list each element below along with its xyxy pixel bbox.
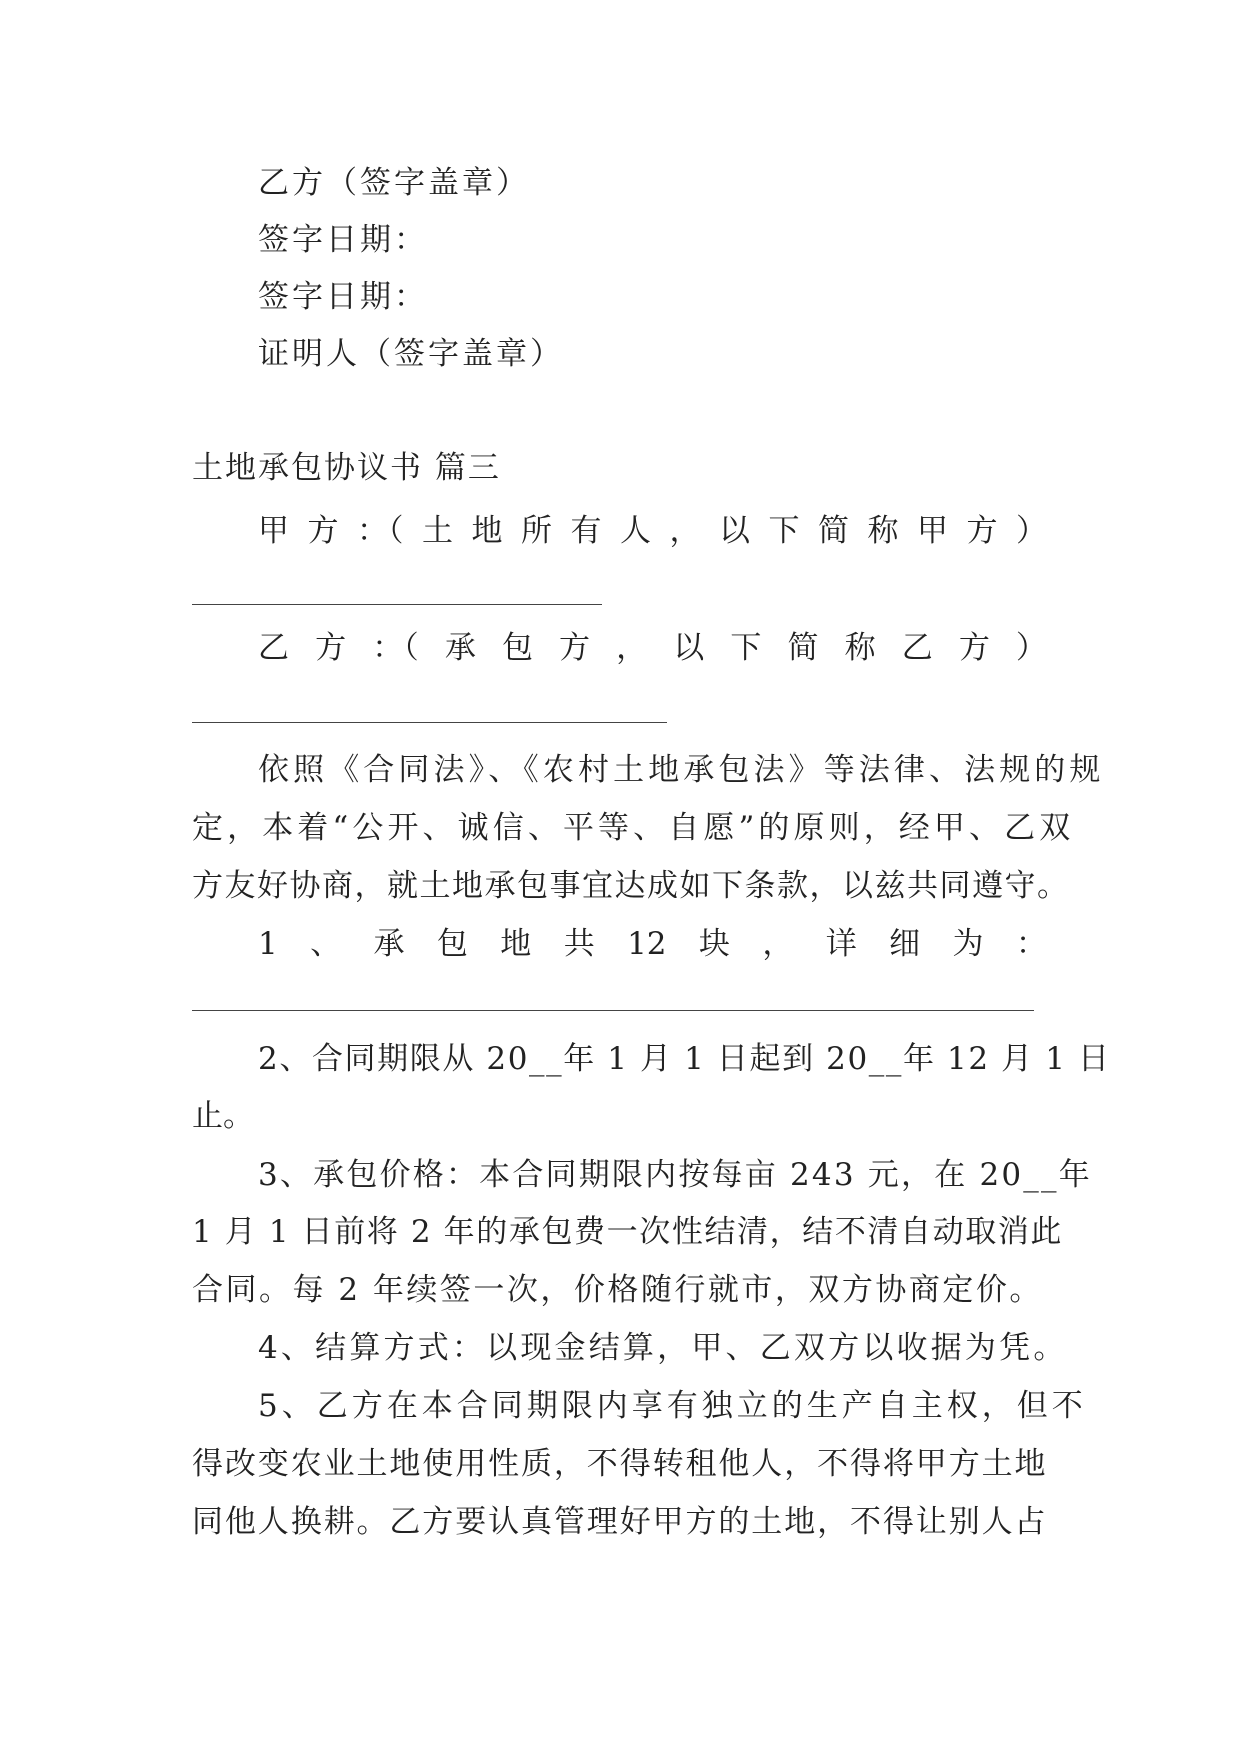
party-b-blank-line (192, 722, 667, 723)
clause-1-char: 地 (500, 926, 532, 962)
party-b-char: 乙 (901, 630, 933, 666)
party-a-char: 地 (471, 513, 503, 549)
clause-1-char: ， (762, 926, 794, 962)
sign-date-label: 签字日期： (258, 279, 428, 315)
clause-1-char: 、 (310, 926, 342, 962)
clause-1-char: 包 (436, 926, 468, 962)
clause-3-line: 合同。每 2 年续签一次，价格随行就市，双方协商定价。 (192, 1272, 1043, 1308)
party-b-char: 方 (958, 630, 990, 666)
clause-1-line (258, 924, 1047, 964)
clause-5-line: 5、乙方在本合同期限内享有独立的生产自主权，但不 (258, 1388, 1087, 1424)
party-a-char: 称 (867, 513, 899, 549)
clause-1-char: 1 (258, 926, 278, 962)
party-b-char: 下 (730, 630, 762, 666)
party-b-char: ） (1015, 630, 1047, 666)
clause-1-char: 细 (889, 926, 921, 962)
party-b-char: 称 (844, 630, 876, 666)
party-b-char: ， (616, 630, 648, 666)
clause-1-char: 共 (563, 926, 595, 962)
intro-line: 定，本着“公开、诚信、平等、自愿”的原则，经甲、乙双 (192, 810, 1075, 846)
party-a-char: 所 (521, 513, 552, 549)
party-b-char: 以 (673, 630, 705, 666)
clause-1-char: 块 (698, 926, 730, 962)
party-a-char: 人 (620, 513, 651, 549)
party-a-char: 甲 (258, 513, 289, 549)
party-a-blank-line (192, 604, 602, 605)
clause-1-char: 承 (373, 926, 405, 962)
party-a-char: 有 (570, 513, 602, 549)
party-a-char: 方 (966, 513, 998, 549)
party-a-char: ：（ (357, 513, 404, 549)
party-a-char: ） (1016, 513, 1047, 549)
party-b-char: 包 (501, 630, 533, 666)
clause-5-line: 得改变农业土地使用性质，不得转租他人，不得将甲方土地 (192, 1446, 1048, 1482)
clause-1-char: 12 (627, 926, 667, 962)
clause-1-blank-line (192, 1010, 1034, 1011)
clause-2-line: 止。 (192, 1098, 254, 1134)
party-b-char: 方 (559, 630, 591, 666)
clause-1-char: 为 (952, 926, 984, 962)
party-a-char: 甲 (917, 513, 948, 549)
party-a-line (258, 511, 1047, 551)
party-b-char: 乙 (258, 630, 289, 666)
section-title: 土地承包协议书 篇三 (192, 450, 501, 486)
party-a-char: 以 (719, 513, 750, 549)
intro-line: 依照《合同法》、《农村土地承包法》等法律、法规的规 (258, 752, 1105, 788)
clause-3-line: 3、承包价格：本合同期限内按每亩 243 元，在 20__年 (258, 1157, 1092, 1193)
witness-signature-label: 证明人（签字盖章） (258, 336, 564, 372)
party-b-char: 承 (444, 630, 476, 666)
party-b-char: 方 (315, 630, 347, 666)
clause-1-char: ： (1015, 926, 1047, 962)
party-a-char: 下 (768, 513, 800, 549)
clause-1-char: 详 (825, 926, 857, 962)
party-b-char: 简 (787, 630, 819, 666)
clause-5-line: 同他人换耕。乙方要认真管理好甲方的土地，不得让别人占 (192, 1504, 1048, 1540)
party-b-char: ：（ (372, 630, 419, 666)
party-b-signature-label: 乙方（签字盖章） (258, 165, 530, 201)
party-a-char: ， (669, 513, 701, 549)
clause-2-line: 2、合同期限从 20__年 1 月 1 日起到 20__年 12 月 1 日 (258, 1041, 1111, 1077)
intro-line: 方友好协商，就土地承包事宜达成如下条款，以兹共同遵守。 (192, 868, 1070, 904)
party-b-line (258, 628, 1047, 668)
party-a-char: 土 (422, 513, 453, 549)
party-a-char: 简 (818, 513, 849, 549)
clause-4-line: 4、结算方式：以现金结算，甲、乙双方以收据为凭。 (258, 1330, 1068, 1366)
sign-date-label: 签字日期： (258, 222, 428, 258)
clause-3-line: 1 月 1 日前将 2 年的承包费一次性结清，结不清自动取消此 (192, 1214, 1064, 1250)
party-a-char: 方 (307, 513, 339, 549)
